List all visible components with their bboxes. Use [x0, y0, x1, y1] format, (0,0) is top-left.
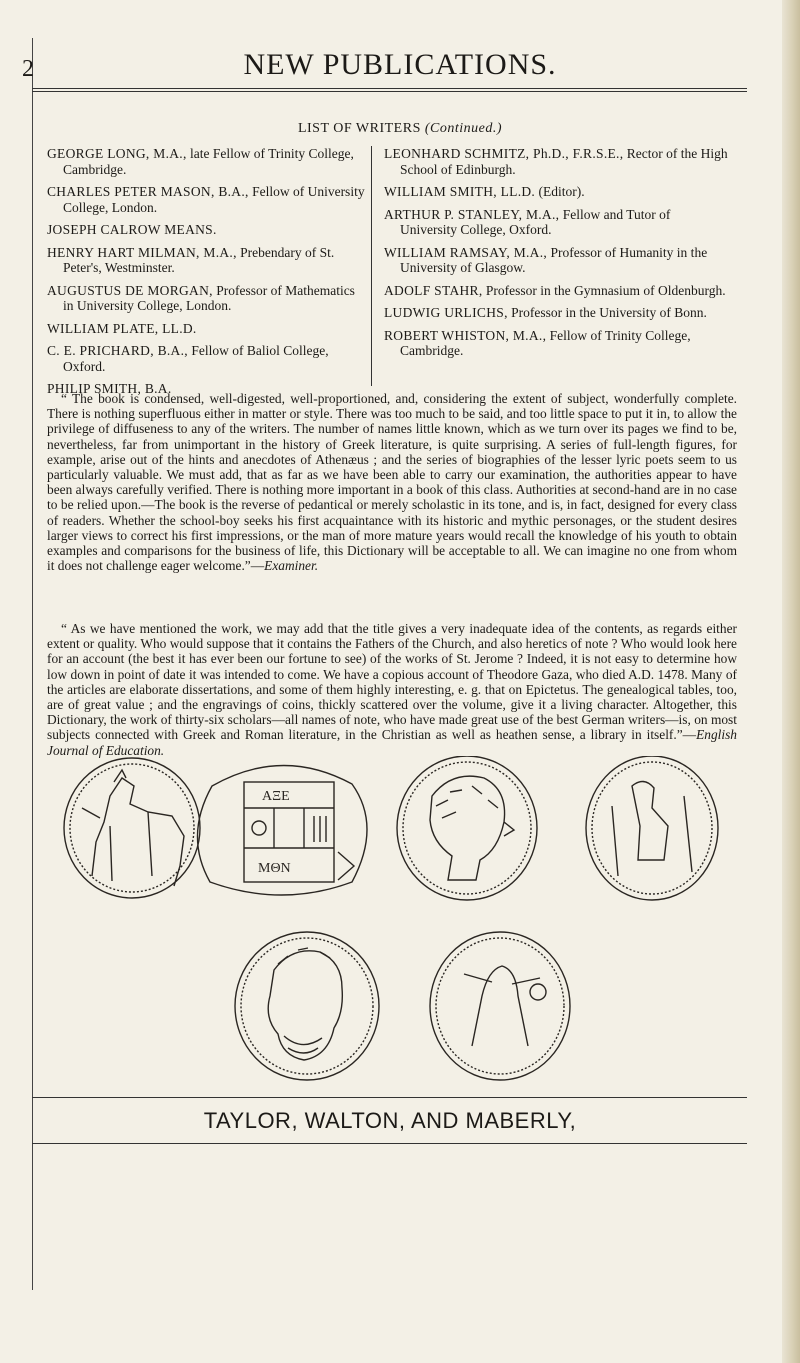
column-divider [371, 146, 372, 386]
header-rule-thin [32, 91, 747, 92]
coin-bearded-head [235, 932, 379, 1080]
list-item: LEONHARD SCHMITZ, Ph.D., F.R.S.E., Rector of the High School of Edinburgh. [384, 146, 728, 177]
coin-seated-figure [586, 756, 718, 900]
page-number: 2 [22, 56, 34, 82]
coin-engravings [52, 756, 737, 1086]
list-item: HENRY HART MILMAN, M.A., Prebendary of St. Peter's, Westminster. [47, 244, 335, 275]
list-heading-text: LIST OF WRITERS [297, 121, 421, 136]
list-item: C. E. PRICHARD, B.A., Fellow of Baliol College, Oxford. [47, 343, 329, 374]
imprint-rule-bottom [32, 1143, 747, 1144]
list-item: LUDWIG URLICHS, Professor in the University of Bonn. [384, 305, 707, 320]
review-examiner: “ The book is condensed, well-digested, well-proportioned, and, considering the extent of subject, wonderfully complete. There is nothing superfluous either in matter or style. There was too much to be said, and too little space to put it in, to allow the privilege of diffuseness to any of the writers. The number of names little known, which as we turn over its pages we find to be, nevertheless, far from unimportant in the history of Greek literature, is quite surprising. A series of full-length figures, for example, arise out of the hints and anecdotes of Athenæus ; and the series of biographies of the lesser lyric poets seem to us particularly valuable. We must add, that as far as we have been able to carry our examination, the authorities appear to have been always carefully verified. There is nothing more important in a book of this class. Authorities at second-hand are in no case to be relied upon.—The book is the reverse of pedantical or merely scholastic in its tone, and is, in fact, designed for every class of readers. Whether the school-boy seeks his first acquaintance with its historic and mythic personages, or the student desires larger views to correct his first impressions, or the man of more mature years would recall the knowledge of his youth to obtain examples and comparisons for the business of life, this Dictionary will be acceptable to all. We can imagine no one from whom it does not challenge eager welcome.”—Examiner. [47, 391, 737, 574]
list-item: CHARLES PETER MASON, B.A., Fellow of University College, London. [47, 184, 365, 215]
coin-standing-figure [430, 932, 570, 1080]
header-rule [32, 88, 747, 89]
coin-inscription-top: ΑΞΕ [262, 789, 290, 804]
list-item: PHILIP SMITH, B.A. [47, 381, 172, 396]
writers-left-column [47, 146, 367, 404]
review-source: English Journal of Education. [47, 727, 737, 758]
list-item: WILLIAM PLATE, LL.D. [47, 320, 197, 336]
list-item: AUGUSTUS DE MORGAN, Professor of Mathematics in University College, London. [47, 282, 355, 313]
coin-inscription-bottom: ΜΘΝ [258, 861, 291, 876]
list-item: ADOLF STAHR, Professor in the Gymnasium of Oldenburgh. [384, 282, 726, 298]
list-item: JOSEPH CALROW MEANS. [47, 222, 217, 237]
publisher-imprint: TAYLOR, WALTON, AND MABERLY, [203, 1108, 577, 1133]
list-item: ARTHUR P. STANLEY, M.A., Fellow and Tutor of University College, Oxford. [384, 206, 671, 237]
imprint-rule-top [32, 1097, 747, 1098]
writers-right-column [384, 146, 729, 366]
page-edge [782, 0, 800, 1363]
list-item: GEORGE LONG, M.A., late Fellow of Trinity College, Cambridge. [47, 146, 354, 177]
list-item: ROBERT WHISTON, M.A., Fellow of Trinity College, Cambridge. [384, 327, 691, 358]
review-english-journal: “ As we have mentioned the work, we may add that the title gives a very inadequate idea of the contents, as regards either extent or quality. Who would suppose that it contains the Fathers of the Church, and also heretics of note ? Who would look here for an account (the best it has ever been our fortune to see) of the works of St. Jerome ? Indeed, it is not easy to determine how low down in point of date it was intended to come. We have a copious account of Theodore Gaza, who died A.D. 1478. Many of the articles are elaborate dissertations, and some of them highly interesting, e. g. that on Epictetus. The genealogical tables, too, are of great value ; and the engravings of coins, thickly scattered over the volume, give it a living character. Altogether, this Dictionary, the work of thirty-six scholars—all names of note, who have made great use of the best German writers—is, on most subjects connected with Greek and Roman literature, in the Christian as well as heathen sense, a library in itself.”—English Journal of Education. [47, 621, 737, 758]
coin-horse [64, 758, 200, 898]
running-title: NEW PUBLICATIONS. [243, 48, 557, 81]
list-heading-suffix: (Continued.) [424, 121, 503, 136]
coin-laureate-head [397, 756, 537, 900]
review-source: Examiner. [264, 558, 319, 574]
list-heading [0, 121, 800, 137]
list-item: WILLIAM RAMSAY, M.A., Professor of Humanity in the University of Glasgow. [384, 244, 708, 275]
list-item: WILLIAM SMITH, LL.D. (Editor). [384, 184, 585, 199]
